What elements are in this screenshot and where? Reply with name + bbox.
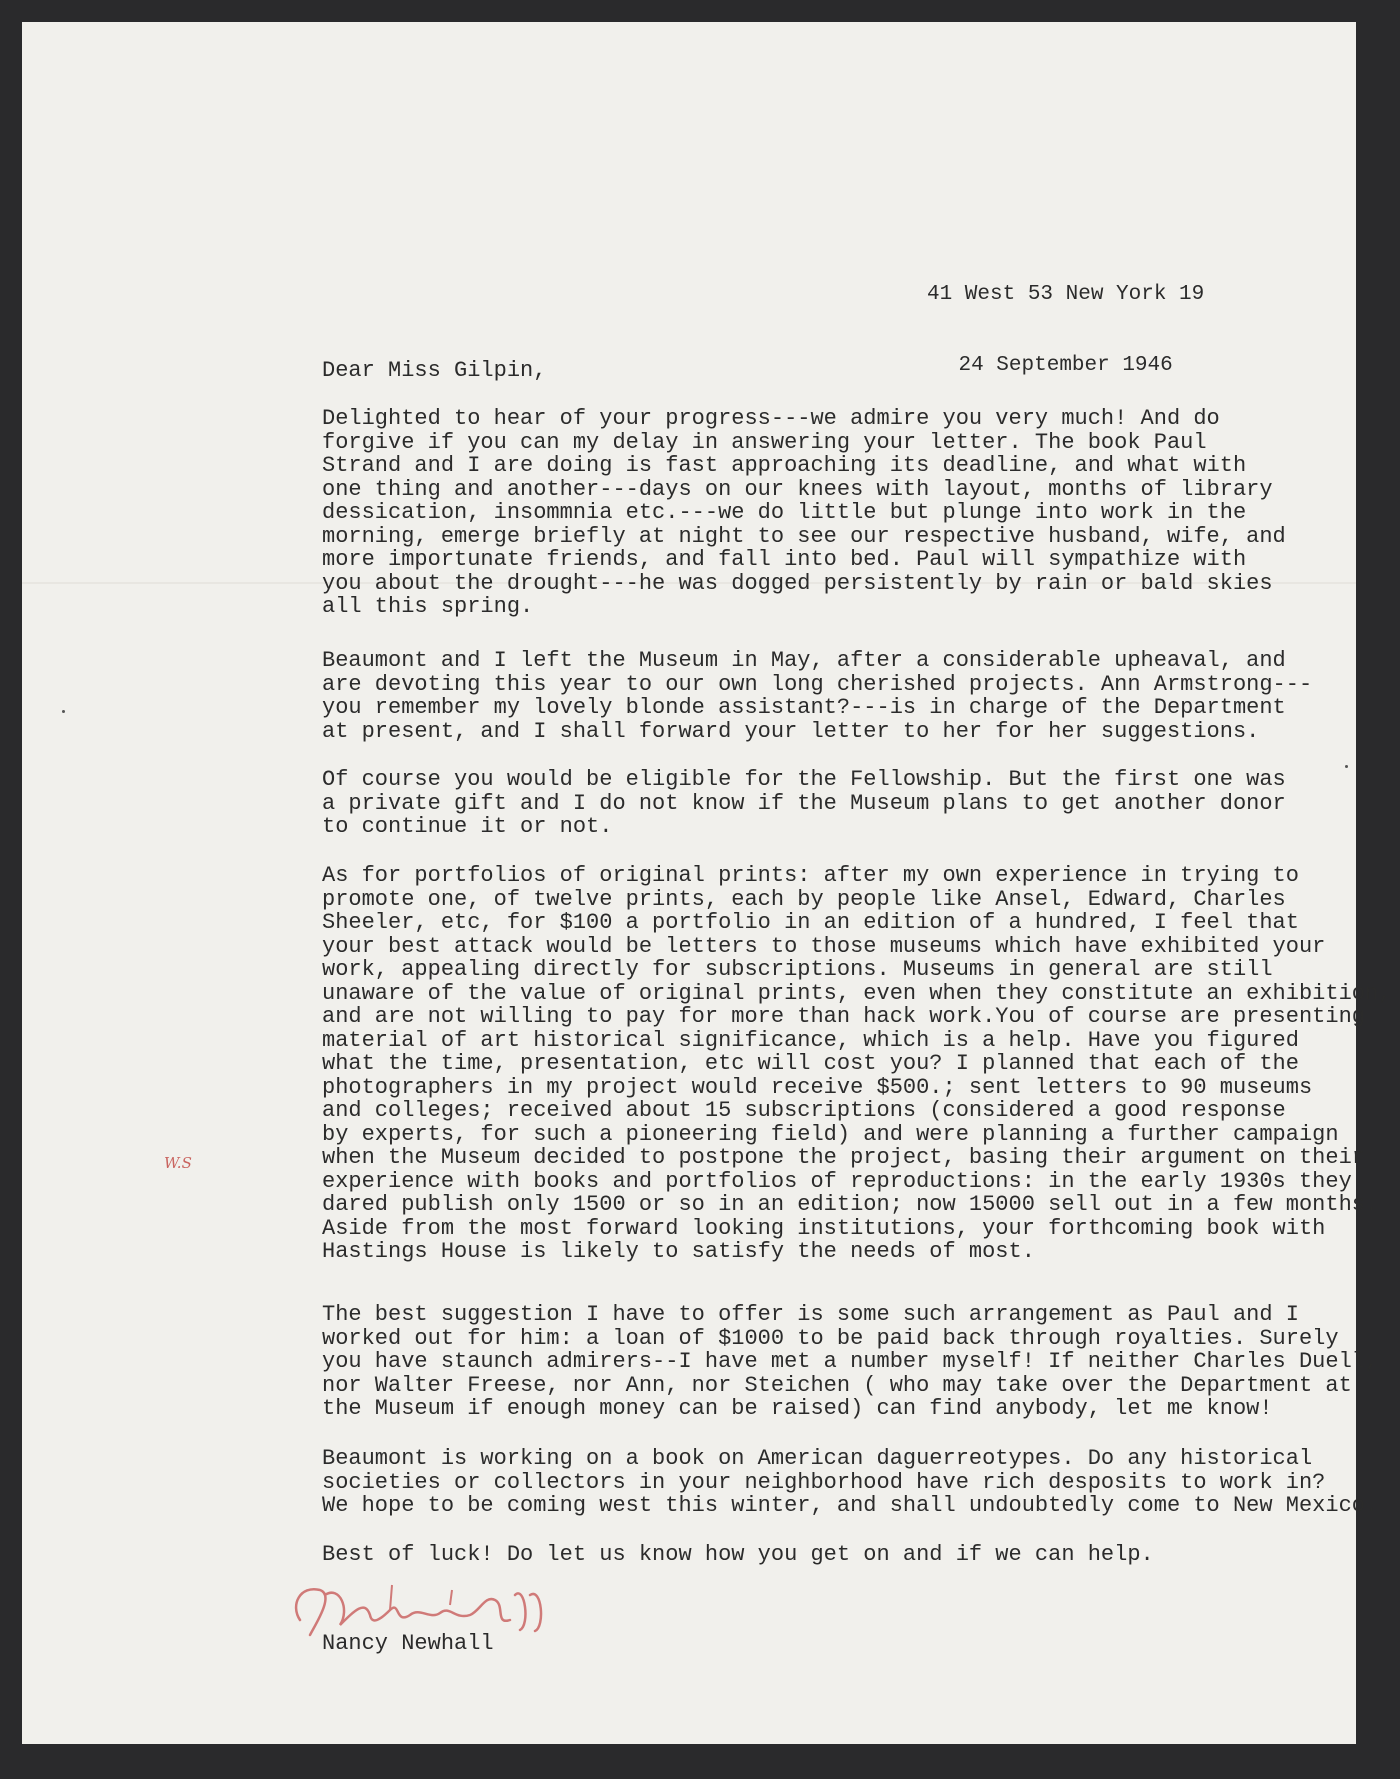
letter-page: [22, 22, 1392, 1744]
margin-note: W.S: [164, 1154, 192, 1172]
letter-date: 24 September 1946: [958, 353, 1173, 377]
paragraph-6: Beaumont is working on a book on American daguerreotypes. Do any historical societies or collectors in your neighborhood have rich desposits to work in? We hope to be coming west this winter, and shall undoubtedly come to New Mexico.: [322, 1446, 1379, 1518]
sender-address: [927, 236, 1204, 424]
paper-speck: [1345, 765, 1348, 768]
salutation: Dear Miss Gilpin,: [322, 358, 547, 383]
paragraph-1: Delighted to hear of your progress---we admire you very much! And do forgive if you can my delay in answering your letter. The book Paul Strand and I are doing is fast approaching its deadline, and what with one thing and another---days on our knees with layout, months of library dessication, insommnia etc.---we do little but plunge into work in the morning, emerge briefly at night to see our respective husband, wife, and more importunate friends, and fall into bed. Paul will sympathize with you about the drought---he was dogged persistently by rain or bald skies all this spring.: [322, 406, 1286, 619]
paper-speck: [62, 710, 65, 713]
paragraph-4: As for portfolios of original prints: after my own experience in trying to promote one, of twelve prints, each by people like Ansel, Edward, Charles Sheeler, etc, for $100 a portfolio in an edition of a hundred, I feel that your best attack would be letters to those museums which have exhibited your work, appealing directly for subscriptions. Museums in general are still unaware of the value of original prints, even when they constitute an exhibition, and are not willing to pay for more than hack work.You of course are presenting material of art historical significance, which is a help. Have you figured what the time, presentation, etc will cost you? I planned that each of the photographers in my project would receive $500.; sent letters to 90 museums and colleges; received about 15 subscriptions (considered a good response by experts, for such a pioneering field) and were planning a further campaign when the Museum decided to postpone the project, basing their argument on their experience with books and portfolios of reproductions: in the early 1930s they dared publish only 1500 or so in an edition; now 15000 sell out in a few months. Aside from the most forward looking institutions, your forthcoming book with Hastings House is likely to satisfy the needs of most.: [322, 863, 1392, 1264]
paragraph-2: Beaumont and I left the Museum in May, after a considerable upheaval, and are devoting this year to our own long cherished projects. Ann Armstrong--- you remember my lovely blonde assistant?---is in charge of the Department at present, and I shall forward your letter to her for her suggestions.: [322, 648, 1313, 744]
paragraph-5: The best suggestion I have to offer is some such arrangement as Paul and I worked out for him: a loan of $1000 to be paid back through royalties. Surely you have staunch admirers--I have met a number myself! If neither Charles Duell, nor Walter Freese, nor Ann, nor Steichen ( who may take over the Department at the Museum if enough money can be raised) can find anybody, let me know!: [322, 1302, 1379, 1421]
typed-signature-name: Nancy Newhall: [322, 1631, 494, 1656]
closing-line: Best of luck! Do let us know how you get on and if we can help.: [322, 1542, 1154, 1567]
paragraph-3: Of course you would be eligible for the Fellowship. But the first one was a private gift and I do not know if the Museum plans to get another donor to continue it or not.: [322, 767, 1286, 839]
watermark-shadow: [892, 1582, 1272, 1682]
address-line: 41 West 53 New York 19: [927, 283, 1205, 306]
